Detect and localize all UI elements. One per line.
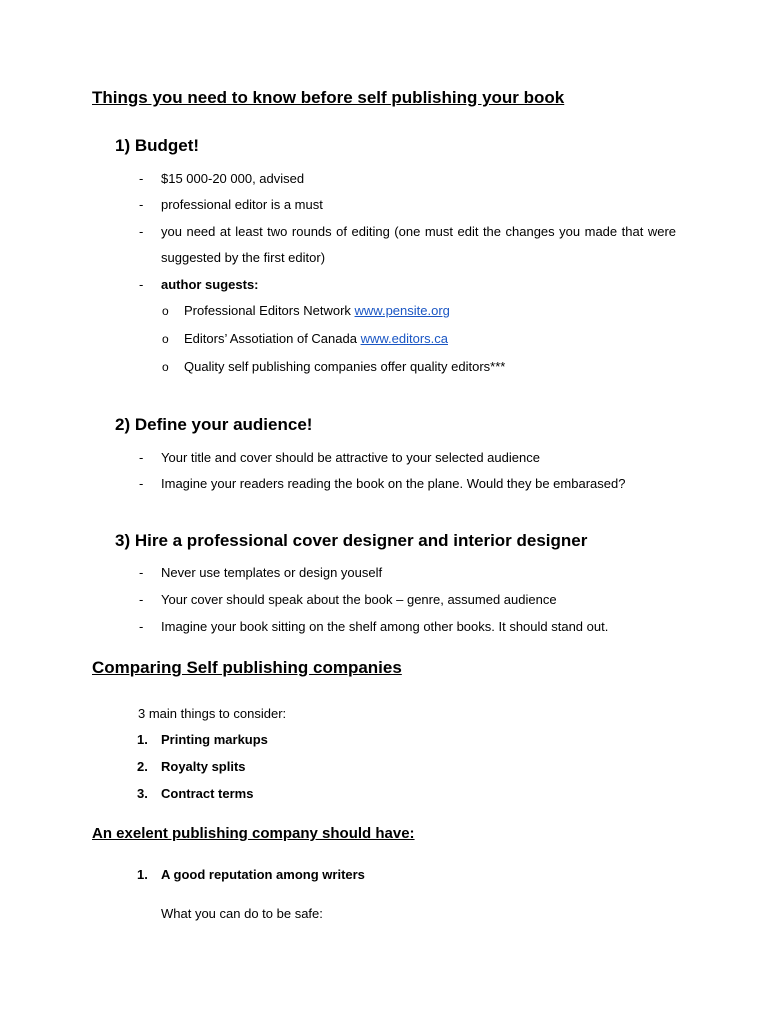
- dash-bullet: -: [139, 592, 144, 607]
- circle-bullet-icon: o: [162, 332, 169, 346]
- dash-bullet: -: [139, 224, 144, 239]
- list-number: 2.: [137, 759, 148, 774]
- list-item: Your cover should speak about the book – genre, assumed audience: [161, 592, 557, 607]
- followup-text: What you can do to be safe:: [161, 906, 323, 921]
- list-item: Imagine your readers reading the book on the plane. Would they be embarased?: [161, 476, 626, 491]
- list-number: 3.: [137, 786, 148, 801]
- list-item: Imagine your book sitting on the shelf among other books. It should stand out.: [161, 619, 609, 634]
- sub-list-item: Professional Editors Network www.pensite.org: [184, 303, 450, 318]
- circle-bullet-icon: o: [162, 304, 169, 318]
- editors-link[interactable]: www.editors.ca: [360, 331, 448, 346]
- circle-bullet-icon: o: [162, 360, 169, 374]
- list-item: professional editor is a must: [161, 197, 323, 212]
- dash-bullet: -: [139, 476, 144, 491]
- list-item-bold: author sugests:: [161, 277, 259, 292]
- numbered-item: Contract terms: [161, 786, 254, 801]
- list-item: you need at least two rounds of editing (one must edit the changes you made that were suggested by the first editor): [161, 224, 676, 265]
- numbered-item: Printing markups: [161, 732, 268, 747]
- numbered-item: Royalty splits: [161, 759, 246, 774]
- sub-list-item: Quality self publishing companies offer quality editors***: [184, 359, 506, 374]
- list-item: $15 000-20 000, advised: [161, 171, 305, 186]
- list-number: 1.: [137, 867, 148, 882]
- section-heading-comparing: Comparing Self publishing companies: [92, 658, 402, 677]
- dash-bullet: -: [139, 197, 144, 212]
- dash-bullet: -: [139, 565, 144, 580]
- section-heading-designer: 3) Hire a professional cover designer and interior designer: [115, 531, 588, 550]
- numbered-item: A good reputation among writers: [161, 867, 365, 882]
- sub-list-item: Editors’ Assotiation of Canada www.editors.ca: [184, 331, 448, 346]
- dash-bullet: -: [139, 450, 144, 465]
- document-title: Things you need to know before self publishing your book: [92, 88, 565, 107]
- pensite-link[interactable]: www.pensite.org: [354, 303, 450, 318]
- list-number: 1.: [137, 732, 148, 747]
- section-heading-excellent: An exelent publishing company should have:: [92, 825, 415, 842]
- section-heading-budget: 1) Budget!: [115, 136, 200, 155]
- intro-text: 3 main things to consider:: [138, 706, 287, 721]
- dash-bullet: -: [139, 171, 144, 186]
- list-item: Your title and cover should be attractive to your selected audience: [161, 450, 540, 465]
- list-item: Never use templates or design youself: [161, 565, 383, 580]
- dash-bullet: -: [139, 277, 144, 292]
- section-heading-audience: 2) Define your audience!: [115, 415, 313, 434]
- dash-bullet: -: [139, 619, 144, 634]
